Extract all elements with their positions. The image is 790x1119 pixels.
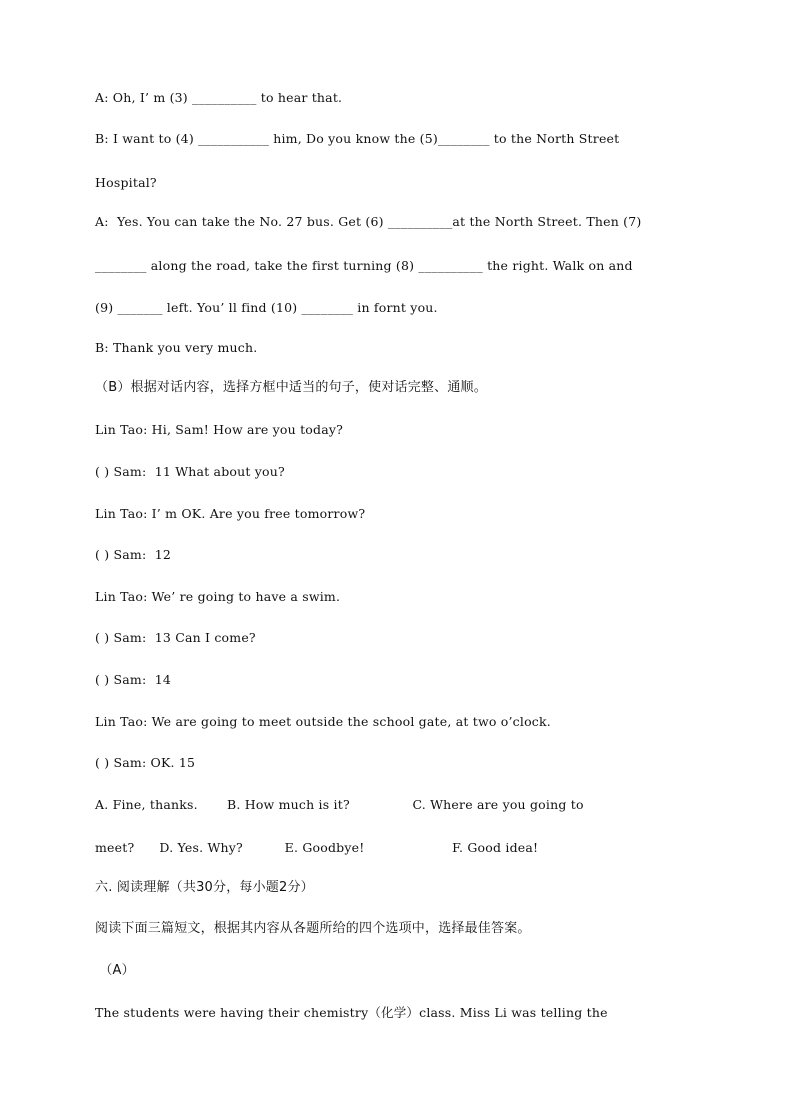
options-line-2: meet? D. Yes. Why? E. Goodbye! F. Good idea! [95, 840, 539, 855]
dialogue-sam-13: ( ) Sam: 13 Can I come? [95, 630, 256, 645]
dialogue-lintao-3: Lin Tao: We’ re going to have a swim. [95, 589, 341, 604]
dialogue-lintao-4: Lin Tao: We are going to meet outside the school gate, at two o’clock. [95, 714, 551, 729]
dialogue-lintao-2: Lin Tao: I’ m OK. Are you free tomorrow? [95, 506, 366, 521]
dialogue-line-a1: A: Oh, I’ m (3) __________ to hear that. [95, 90, 343, 105]
passage-a-label: （A） [95, 963, 135, 978]
dialogue-line-b1: B: I want to (4) ___________ him, Do you know the (5)________ to the North Street [95, 131, 620, 146]
passage-a-first-line: The students were having their chemistry（化学）class. Miss Li was telling the [95, 1005, 608, 1020]
dialogue-sam-15: ( ) Sam: OK. 15 [95, 755, 196, 770]
dialogue-lintao-1: Lin Tao: Hi, Sam! How are you today? [95, 422, 344, 437]
dialogue-line-a2-cont1: ________ along the road, take the first turning (8) __________ the right. Walk on and [95, 258, 633, 273]
options-line-1: A. Fine, thanks. B. How much is it? C. Where are you going to [95, 797, 584, 812]
section-6-heading: 六. 阅读理解（共30分，每小题2分） [95, 880, 314, 895]
section-b-instruction: （B）根据对话内容，选择方框中适当的句子，使对话完整、通顺。 [95, 380, 487, 395]
dialogue-line-a2: A: Yes. You can take the No. 27 bus. Get (6) __________at the North Street. Then (7) [95, 214, 642, 229]
dialogue-sam-14: ( ) Sam: 14 [95, 672, 172, 687]
reading-instruction: 阅读下面三篇短文，根据其内容从各题所给的四个选项中，选择最佳答案。 [95, 921, 531, 936]
dialogue-sam-12: ( ) Sam: 12 [95, 547, 172, 562]
dialogue-line-b1-cont: Hospital? [95, 175, 157, 190]
dialogue-line-b2: B: Thank you very much. [95, 340, 258, 355]
dialogue-sam-11: ( ) Sam: 11 What about you? [95, 464, 285, 479]
dialogue-line-a2-cont2: (9) _______ left. You’ ll find (10) ________ in fornt you. [95, 300, 438, 315]
